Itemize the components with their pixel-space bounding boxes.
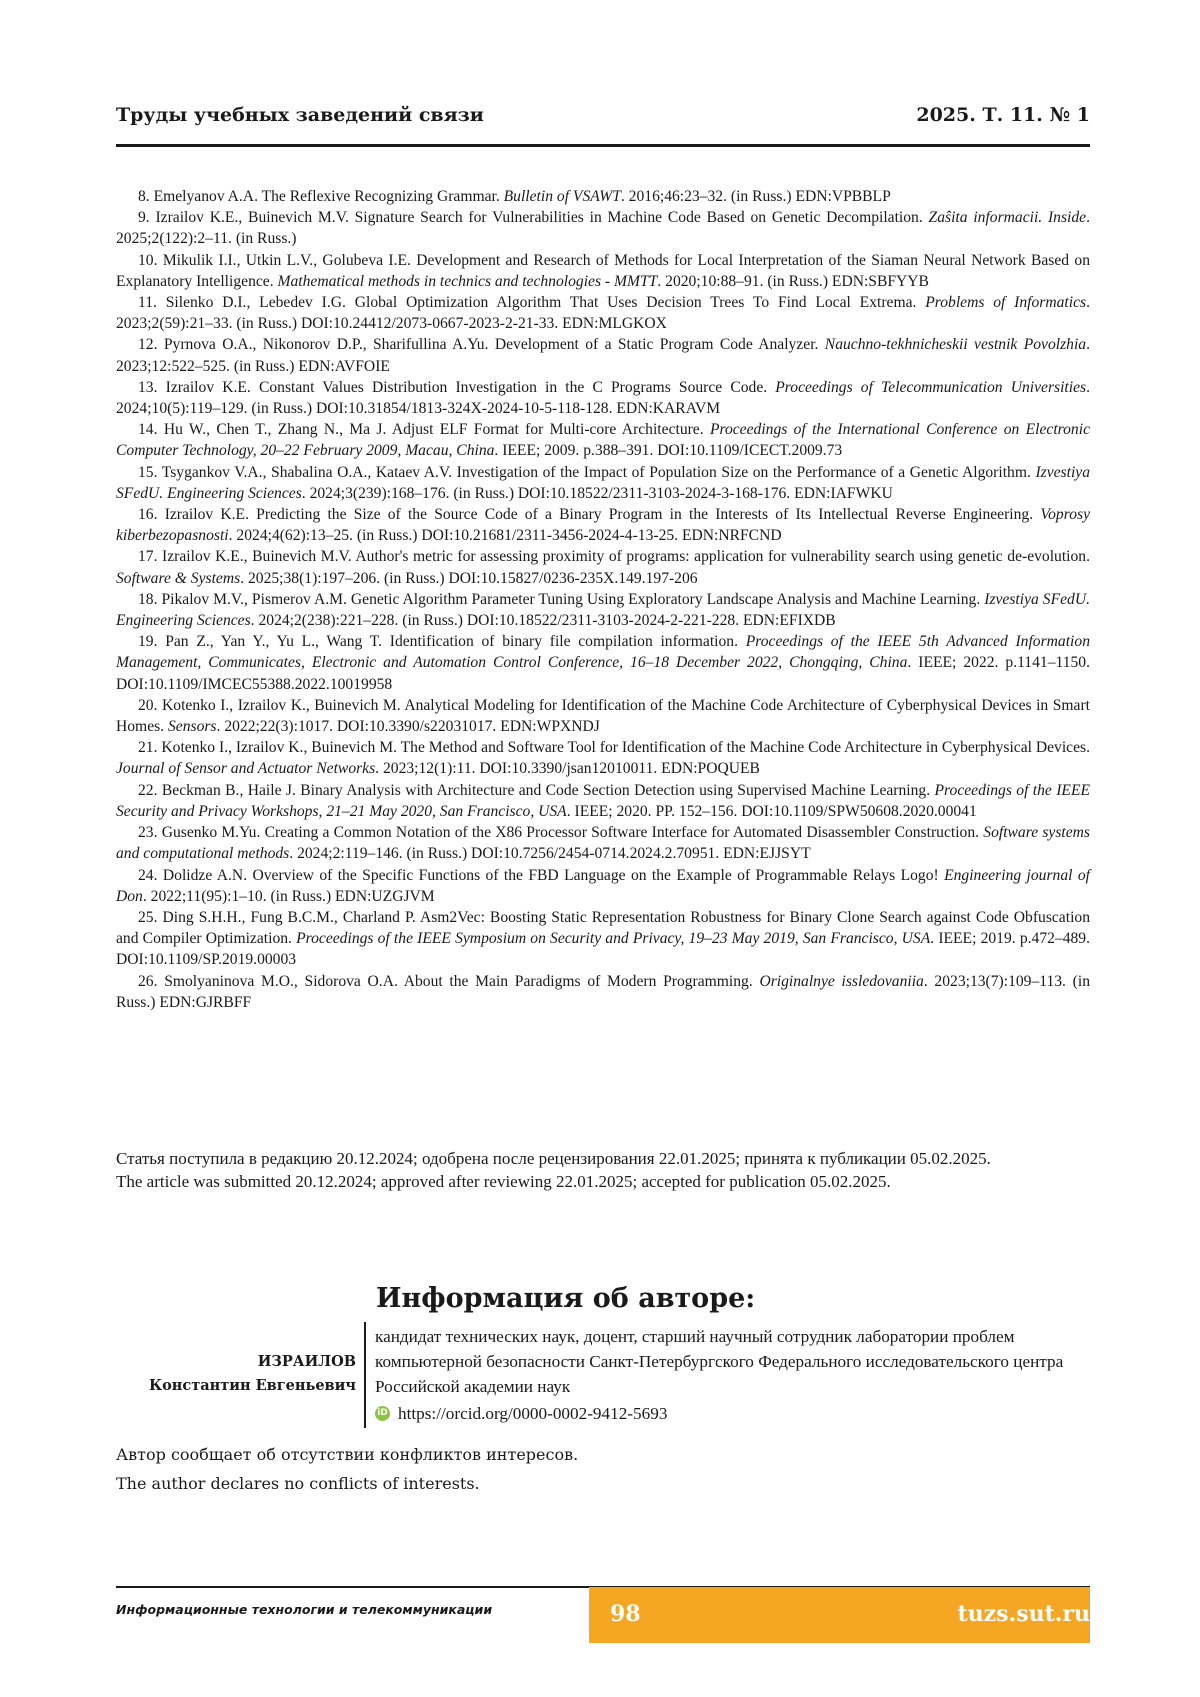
reference-text: 12. Pyrnova O.A., Nikonorov D.P., Sharifullina A.Yu. Development of a Static Program Code Analyzer. [138,336,825,354]
reference-item [116,207,1090,249]
reference-text: 18. Pikalov M.V., Pismerov A.M. Genetic Algorithm Parameter Tuning Using Exploratory Landscape Analysis and Machine Learning. [138,590,985,608]
reference-source: Bulletin of VSAWT [503,188,621,205]
reference-details: . IEEE; 2019. p.472–489. DOI:10.1109/SP.2019.00003 [116,930,1091,969]
reference-item [116,589,1090,631]
reference-text: 11. Silenko D.I., Lebedev I.G. Global Optimization Algorithm That Uses Decision Trees To Find Local Extrema. [138,294,926,312]
dates-ru: Статья поступила в редакцию 20.12.2024; одобрена после рецензирования 22.01.2025; принята к публикации 05.02.2025. [116,1149,991,1168]
reference-details: . IEEE; 2020. PP. 152–156. DOI:10.1109/SPW50608.2020.00041 [566,802,977,820]
reference-text: 25. Ding S.H.H., Fung B.C.M., Charland P. Asm2Vec: Boosting Static Representation Robustness for Binary Clone Search against Code Obfuscation and Compiler Optimization. [116,908,1090,948]
reference-text: 13. Izrailov K.E. Constant Values Distribution Investigation in the C Programs Source Code. [138,378,776,396]
orcid-link[interactable] [375,1401,1075,1426]
reference-details: . 2025;38(1):197–206. (in Russ.) DOI:10.15827/0236-235X.149.197-206 [240,569,698,587]
reference-details: . 2024;4(62):13–25. (in Russ.) DOI:10.21681/2311-3456-2024-4-13-25. EDN:NRFCND [228,527,782,545]
footer-section: Информационные технологии и телекоммуникации [116,1602,493,1617]
running-header [116,104,1090,147]
reference-item [116,546,1090,588]
author-surname: ИЗРАИЛОВ [257,1353,356,1370]
reference-details: . 2023;2(59):21–33. (in Russ.) DOI:10.24412/2073-0667-2023-2-21-33. EDN:MLGKOX [116,294,1090,333]
reference-text: 16. Izrailov K.E. Predicting the Size of the Source Code of a Binary Program in the Interests of Its Intellectual Reverse Engineering. [138,506,1041,524]
author-given-names: Константин Евгеньевич [148,1377,356,1394]
reference-details: . 2023;12:522–525. (in Russ.) EDN:AVFOIE [116,336,1090,375]
reference-details: . IEEE; 2009. p.388–391. DOI:10.1109/ICECT.2009.73 [494,442,843,460]
reference-source: Nauchno-tekhnicheskii vestnik Povolzhia [824,336,1087,354]
reference-source: Journal of Sensor and Actuator Networks [116,760,376,778]
reference-details: . 2016;46:23–32. (in Russ.) EDN:VPBBLP [620,188,891,205]
reference-list [116,186,1090,1013]
conflict-en: The author declares no conflicts of interests. [116,1474,480,1493]
reference-item [116,186,1090,207]
reference-item [116,462,1090,504]
reference-item [116,737,1090,779]
reference-source: Originalnye issledovaniia [759,972,924,990]
reference-item [116,780,1090,822]
reference-details: . 2025;2(122):2–11. (in Russ.) [116,209,1090,248]
reference-text: 24. Dolidze A.N. Overview of the Specific Functions of the FBD Language on the Example of Programmable Relays Logo! [138,866,945,884]
page-number: 98 [610,1601,641,1627]
reference-item [116,419,1090,461]
reference-details: . 2024;2(238):221–228. (in Russ.) DOI:10.18522/2311-3103-2024-2-221-228. EDN:EFIXDB [250,612,836,630]
reference-text: 19. Pan Z., Yan Y., Yu L., Wang T. Identification of binary file compilation information. [138,633,746,651]
conflict-ru: Автор сообщает об отсутствии конфликтов интересов. [116,1445,579,1464]
reference-text: 8. Emelyanov A.A. The Reflexive Recognizing Grammar. [138,188,504,205]
reference-source: Proceedings of the IEEE Security and Privacy Workshops, 21–21 May 2020, San Francisco, USA [116,781,1090,820]
footer-site[interactable]: tuzs.sut.ru [957,1601,1090,1627]
reference-text: 15. Tsygankov V.A., Shabalina O.A., Kataev A.V. Investigation of the Impact of Population Size on the Performance of a Genetic Algorithm. [138,463,1036,481]
reference-text: 14. Hu W., Chen T., Zhang N., Ma J. Adjust ELF Format for Multi-core Architecture. [138,421,710,439]
reference-source: Izvestiya SFedU. Engineering Sciences [116,463,1090,502]
reference-item [116,377,1090,419]
reference-source: Engineering journal of Don [116,866,1090,905]
reference-details: . 2020;10:88–91. (in Russ.) EDN:SBFYYB [657,272,929,290]
reference-item [116,822,1090,864]
reference-text: 26. Smolyaninova M.O., Sidorova O.A. About the Main Paradigms of Modern Programming. [138,972,760,990]
dates-en: The article was submitted 20.12.2024; approved after reviewing 22.01.2025; accepted for publication 05.02.2025. [116,1172,891,1191]
journal-title: Труды учебных заведений связи [116,104,484,126]
reference-details: . 2024;10(5):119–129. (in Russ.) DOI:10.31854/1813-324X-2024-10-5-118-128. EDN:KARAVM [116,378,1090,418]
reference-source: Zaŝita informacii. Inside [928,209,1087,227]
orcid-url[interactable]: https://orcid.org/0000-0002-9412-5693 [398,1404,668,1423]
author-name [116,1350,356,1398]
author-info-title: Информация об авторе: [376,1283,756,1314]
reference-text: 17. Izrailov K.E., Buinevich M.V. Author's metric for assessing proximity of programs: application for vulnerability search using genetic de-evolution. [138,548,1090,566]
reference-item [116,631,1090,695]
reference-item [116,292,1090,334]
reference-item [116,907,1090,971]
reference-item [116,504,1090,546]
reference-item [116,865,1090,907]
reference-source: Mathematical methods in technics and technologies - MMTT [277,272,658,290]
reference-text: 21. Kotenko I., Izrailov K., Buinevich M. The Method and Software Tool for Identification of the Machine Code Architecture in Cyberphysical Devices. [138,739,1090,757]
reference-item [116,334,1090,376]
reference-text: 23. Gusenko M.Yu. Creating a Common Notation of the X86 Processor Software Interface for Automated Disassembler Construction. [138,824,984,842]
reference-details: . 2024;2:119–146. (in Russ.) DOI:10.7256/2454-0714.2024.2.70951. EDN:EJJSYT [289,845,811,863]
reference-details: . 2024;3(239):168–176. (in Russ.) DOI:10.18522/2311-3103-2024-3-168-176. EDN:IAFWKU [301,484,893,502]
reference-text: 10. Mikulik I.I., Utkin L.V., Golubeva I.E. Development and Research of Methods for Local Interpretation of the Siaman Neural Network Based on Explanatory Intelligence. [116,251,1090,290]
article-dates [116,1147,1090,1193]
reference-source: Proceedings of the IEEE Symposium on Security and Privacy, 19–23 May 2019, San Francisco, USA [296,930,931,948]
reference-source: Sensors [167,718,217,736]
reference-source: Proceedings of the IEEE 5th Advanced Information Management, Communicates, Electronic and Automation Control Conference, 16–18 December 2022, Chongqing, China [116,633,1090,672]
reference-details: . 2023;13(7):109–113. (in Russ.) EDN:GJRBFF [116,972,1090,1011]
reference-item [116,695,1090,737]
issue-number: 2025. Т. 11. № 1 [916,104,1090,126]
reference-source: Voprosy kiberbezopasnosti [116,506,1090,545]
reference-text: 20. Kotenko I., Izrailov K., Buinevich M. Analytical Modeling for Identification of the Machine Code Architecture of Cyberphysical Devices in Smart Homes. [116,696,1090,736]
reference-source: Software systems and computational methods [116,824,1090,863]
reference-item [116,250,1090,292]
reference-item [116,971,1090,1013]
reference-source: Izvestiya SFedU. Engineering Sciences [116,590,1091,630]
author-description [375,1324,1075,1426]
reference-text: 22. Beckman B., Haile J. Binary Analysis with Architecture and Code Section Detection using Supervised Machine Learning. [138,781,935,799]
conflict-statement [116,1440,1090,1498]
orcid-icon: iD [375,1406,390,1421]
author-divider [364,1322,366,1428]
reference-details: . 2022;11(95):1–10. (in Russ.) EDN:UZGJVM [142,887,435,905]
reference-details: . 2023;12(1):11. DOI:10.3390/jsan12010011. EDN:POQUEB [375,760,760,778]
reference-text: 9. Izrailov K.E., Buinevich M.V. Signature Search for Vulnerabilities in Machine Code Based on Genetic Decompilation. [138,209,929,227]
reference-details: . IEEE; 2022. p.1141–1150. DOI:10.1109/IMCEC55388.2022.10019958 [116,654,1090,693]
reference-source: Proceedings of the International Conference on Electronic Computer Technology, 20–22 February 2009, Macau, China [116,421,1090,460]
author-affiliation: кандидат технических наук, доцент, старший научный сотрудник лаборатории проблем компьютерной безопасности Санкт-Петербургского Федерального исследовательского центра Российской академии наук [375,1327,1064,1396]
reference-details: . 2022;22(3):1017. DOI:10.3390/s22031017. EDN:WPXNDJ [216,718,600,736]
reference-source: Proceedings of Telecommunication Universities [775,378,1087,396]
reference-source: Software & Systems [116,569,241,587]
reference-source: Problems of Informatics [925,294,1087,312]
